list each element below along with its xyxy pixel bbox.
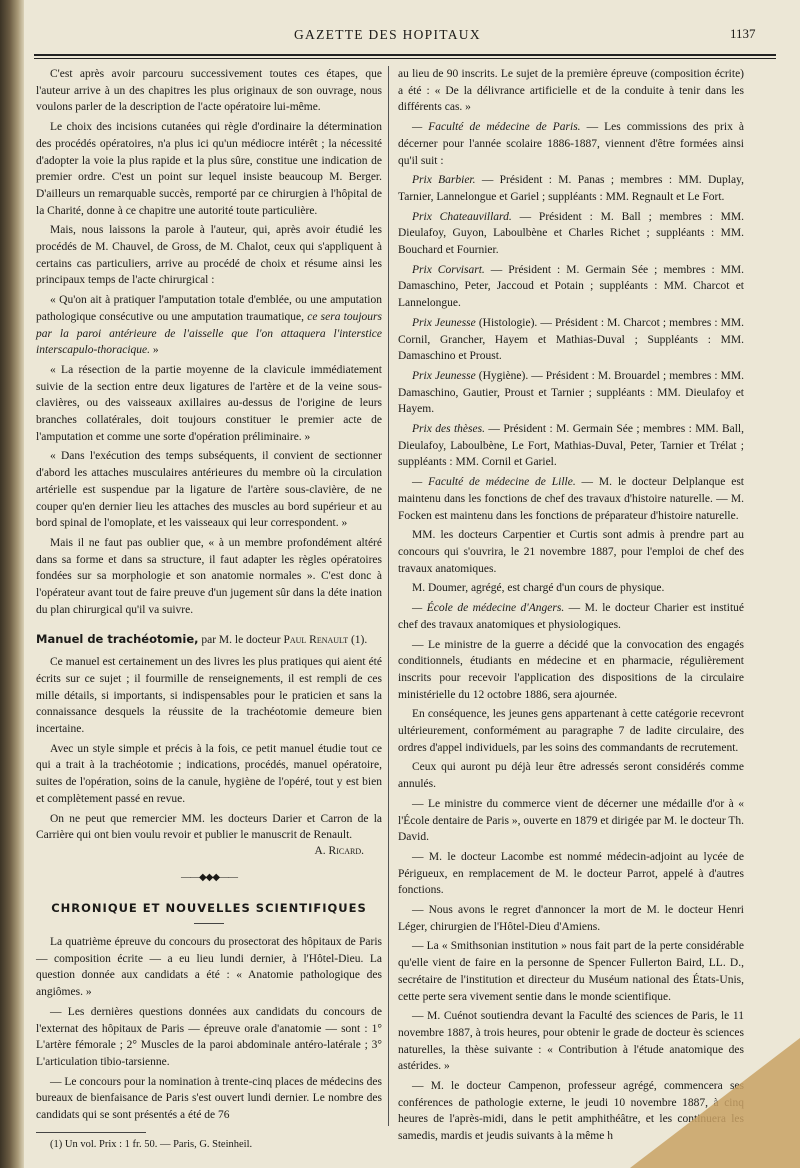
news-item — [398, 209, 744, 259]
author-signature: A. Ricard. — [314, 844, 364, 857]
header-rule-thin — [34, 58, 776, 59]
text-run: — Président : M. Panas ; membres : MM. Duplay, Tarnier, Lannelongue et Gariel ; suppléants : MM. Regnault et Le Fort. — [398, 174, 744, 203]
review-author: Paul Renault — [283, 633, 349, 646]
italic-text: Prix Jeunesse — [412, 369, 476, 382]
news-item: La quatrième épreuve du concours du prosectorat des hôpitaux de Paris — composition écrite — a eu lieu lundi dernier, à l'Hôtel-Dieu. La question donnée aux candidats a été : « Anatomie pathologique des angiômes. » — [36, 936, 382, 999]
newspaper-title: GAZETTE DES HOPITAUX — [294, 27, 481, 42]
italic-text: — Faculté de médecine de Lille. — [412, 476, 576, 489]
header-rule-thick — [34, 54, 776, 56]
news-item: — Le ministre de la guerre a décidé que la convocation des engagés conditionnels, étudiants en médecine et en pharmacie, régulièrement inscrits pour recevoir l'application des dispositions de la circulaire ministérielle du 12 octobre 1886, sera ajournée. — [398, 638, 744, 701]
italic-text: Prix Jeunesse — [412, 316, 476, 329]
news-item — [398, 474, 744, 524]
text-run: par M. le docteur — [198, 633, 284, 646]
italic-text: ce sera toujours par la paroi antérieure de l'aisselle que l'on attaquera l'interstice interscapulo-thoracique. — [36, 310, 383, 357]
italic-text: — École de médecine d'Angers. — [412, 602, 565, 615]
news-item — [398, 119, 744, 169]
text-run: « Qu'on ait à pratiquer l'amputation totale d'emblée, ou une amputation pathologique consécutive ou une amputation traumatique, — [36, 294, 382, 323]
paragraph: Avec un style simple et précis à la fois, ce petit manuel étudie tout ce qui a trait à la trachéotomie ; indications, procédés, manuel opératoire, suites de l'opération, soins de la canule, hygiène de l'opéré, tout y est bien et complètement passé en revue. — [36, 742, 382, 805]
news-item: — Les dernières questions données aux candidats du concours de l'externat des hôpitaux de Paris — épreuve orale d'anatomie — sont : 1° L'artère fémorale ; 2° Muscles de la paroi abdominale antéro-latérale ; 3° L'articulation tibio-tarsienne. — [36, 1005, 382, 1068]
italic-text: Prix Barbier. — [412, 174, 476, 187]
news-item: — Le concours pour la nomination à trente-cinq places de médecins des bureaux de bienfaisance de Paris s'est ouvert lundi dernier. Le nombre des candidats qui se sont présentés a été de 76 — [36, 1075, 382, 1122]
italic-text: Prix des thèses. — [412, 423, 485, 436]
text-run: — Les commissions des prix à décerner pour l'année scolaire 1886-1887, viennent d'être formées ainsi qu'il suit : — [398, 121, 744, 167]
news-item: M. Doumer, agrégé, est chargé d'un cours de physique. — [412, 582, 665, 595]
paragraph: Le choix des incisions cutanées qui règle d'ordinaire la détermination des procédés opératoires, n'a plus ici qu'un médiocre intérêt ; la nécessité d'adopter la voie la plus rapide et la plus sûre, constitue une indication de premier ordre. C'est un point sur lequel insiste beaucoup M. Berger. D'ailleurs un remarquable succès, remporté par ce chirurgien à l'hôpital de la Charité, donne à ce chapitre une autorité toute particulière. — [36, 121, 382, 217]
paragraph: On ne peut que remercier MM. les docteurs Darier et Carron de la Carrière qui ont bien voulu revoir et publier le manuscrit de Renault. — [36, 812, 382, 842]
news-item — [398, 315, 744, 365]
section-ornament: ——◆◆◆—— — [180, 871, 238, 883]
news-item — [398, 368, 744, 418]
quote-paragraph — [36, 292, 382, 359]
left-column — [36, 66, 382, 1156]
paragraph: Mais, nous laissons la parole à l'auteur, qui, après avoir étudié les procédés de M. Chauvel, de Gross, de M. Chalot, ceux qui s'appliquent à certains cas particuliers, arrive au procédé de choix et résume ainsi les principaux temps de l'acte chirurgical : — [36, 224, 382, 287]
news-item: — M. le docteur Lacombe est nommé médecin-adjoint au lycée de Périgueux, en remplacement de M. le docteur Parrot, appelé à d'autres fonctions. — [398, 850, 744, 897]
italic-text: — Faculté de médecine de Paris. — [412, 121, 581, 134]
right-column — [398, 66, 744, 1148]
book-binding-edge — [0, 0, 24, 1168]
footnote-ref: (1). — [348, 633, 368, 646]
news-item — [398, 421, 744, 471]
news-item — [398, 172, 744, 205]
section-heading: CHRONIQUE ET NOUVELLES SCIENTIFIQUES — [51, 901, 367, 916]
text-run: » — [150, 344, 159, 357]
news-item: Ceux qui auront pu déjà leur être adressés seront considérés comme annulés. — [398, 761, 744, 791]
news-item: — M. Cuénot soutiendra devant la Faculté des sciences de Paris, le 11 novembre 1887, à trois heures, pour obtenir le grade de docteur ès sciences naturelles, la thèse suivante : « Contribution à l'étude anatomique des astérides. » — [398, 1010, 744, 1073]
column-divider — [388, 66, 389, 1126]
text-run: — Président : M. Germain Sée ; membres : MM. Ball, Dieulafoy, Laboulbène, Le Fort, Mathias-Duval, Peter, Tarnier et Trélat ; suppléants : MM. Cornil et Gariel. — [398, 423, 745, 469]
quote-paragraph: « La résection de la partie moyenne de la clavicule immédiatement suivie de la section entre deux ligatures de l'artère et de la veine sous-clavières, ou des vaisseaux axillaires au-dessus de l'origine de leurs branches collatérales, doit toujours constituer le premier acte de l'amputation et comme une sorte d'opération préliminaire. » — [36, 363, 382, 443]
news-item: au lieu de 90 inscrits. Le sujet de la première épreuve (composition écrite) a été : « De la délivrance artificielle et de la conduite à tenir dans les différents cas. » — [398, 68, 744, 114]
news-item: En conséquence, les jeunes gens appartenant à cette catégorie recevront ultérieurement, conformément au paragraphe 7 de ladite circulaire, des ordres d'appel individuels, par les soins des commandants de recrutement. — [398, 708, 744, 754]
italic-text: Prix Chateauvillard. — [412, 210, 512, 223]
text-run: (Hygiène). — Président : M. Brouardel ; membres : MM. Damaschino, Gautier, Proust et Tarnier ; suppléants : MM. Dieulafoy et Hayem. — [398, 369, 744, 416]
page-number: 1137 — [730, 26, 756, 41]
paragraph: Mais il ne faut pas oublier que, « à un membre profondément altéré dans sa forme et dans sa structure, il faut adapter les règles opératoires fondées sur sa morphologie et son anatomie normales ». C'est donc à l'opérateur avant tout de faire preuve d'un jugement sûr dans la déte ination du plan chirurgical qu'il va suivre. — [36, 536, 382, 616]
quote-paragraph: « Dans l'exécution des temps subséquents, il convient de sectionner d'abord les attaches musculaires antérieures du membre où la circulation artérielle est suspendue par la ligature de l'artère sous-clavière, de ne couper qu'en dernier lieu les attaches des muscles au bord supérieur et au bord spinal de l'omoplate, et les vaisseaux qui leur correspondent. » — [36, 450, 382, 530]
news-item — [398, 600, 744, 633]
news-item: MM. les docteurs Carpentier et Curtis sont admis à prendre part au concours qui s'ouvrira, le 21 novembre 1887, pour l'emploi de chef des travaux anatomiques. — [398, 529, 744, 575]
news-item — [398, 262, 744, 312]
news-item: — La « Smithsonian institution » nous fait part de la perte considérable qu'elle vient de faire en la personne de Spencer Fullerton Baird, LL. D., secrétaire de l'institution et directeur du Muséum national des États-Unis, cette perte sera vivement sentie dans le monde scientifique. — [398, 940, 744, 1003]
paper-stain — [630, 1038, 800, 1168]
text-run: — M. le docteur Charier est institué chef des travaux anatomiques et physiologiques. — [398, 602, 744, 631]
text-run: — M. le docteur Delplanque est maintenu dans les fonctions de chef des travaux d'histoire naturelle. — M. Focken est maintenu dans les fonctions de préparateur d'histoire naturelle. — [398, 476, 744, 522]
review-title: Manuel de trachéotomie, — [36, 631, 199, 646]
italic-text: Prix Corvisart. — [412, 263, 485, 276]
newspaper-page — [24, 0, 800, 1168]
page-header — [24, 22, 800, 52]
text-run: (Histologie). — Président : M. Charcot ; membres : MM. Cornil, Grancher, Hayem et Mathias-Duval ; Suppléants : MM. Damaschino et Proust. — [398, 316, 744, 363]
text-run: — Président : M. Germain Sée ; membres : MM. Damaschino, Peter, Jaccoud et Potain ; suppléants : MM. Charcot et Lannelongue. — [398, 263, 744, 310]
news-item: — Le ministre du commerce vient de décerner une médaille d'or à « l'École dentaire de Paris », ouverte en 1879 et dirigée par M. le docteur Th. David. — [398, 797, 744, 844]
text-run: — Président : M. Ball ; membres : MM. Dieulafoy, Guyon, Laboulbène et Charles Richet ; suppléants : MM. Bouchard et Fournier. — [398, 210, 744, 257]
footnote-rule — [36, 1132, 146, 1133]
footnote: (1) Un vol. Prix : 1 fr. 50. — Paris, G. Steinheil. — [50, 1138, 253, 1150]
news-item: — Nous avons le regret d'annoncer la mort de M. le docteur Henri Léger, chirurgien de l'Hôtel-Dieu d'Amiens. — [398, 904, 744, 933]
heading-rule — [194, 923, 224, 924]
news-item: — M. le docteur Campenon, professeur agrégé, commencera ses conférences de pathologie externe, le jeudi 10 novembre 1887, à cinq heures de l'après-midi, dans le petit amphithéâtre, et les continuera les samedis, mardis et jeudis suivants à la même h — [398, 1080, 744, 1143]
paragraph: C'est après avoir parcouru successivement toutes ces étapes, que l'auteur arrive à un des chapitres les plus originaux de son ouvrage, nous voulons parler de la description de l'acte opératoire lui-même. — [36, 68, 382, 114]
review-heading — [36, 631, 382, 649]
paragraph: Ce manuel est certainement un des livres les plus pratiques qui aient été écrits sur ce sujet ; il fourmille de renseignements, il est rempli de ces mille détails, si importants, si indispensables pour le praticien et sans la connaissance desquels la réussite de la trachéotomie demeure bien incertaine. — [36, 656, 382, 736]
